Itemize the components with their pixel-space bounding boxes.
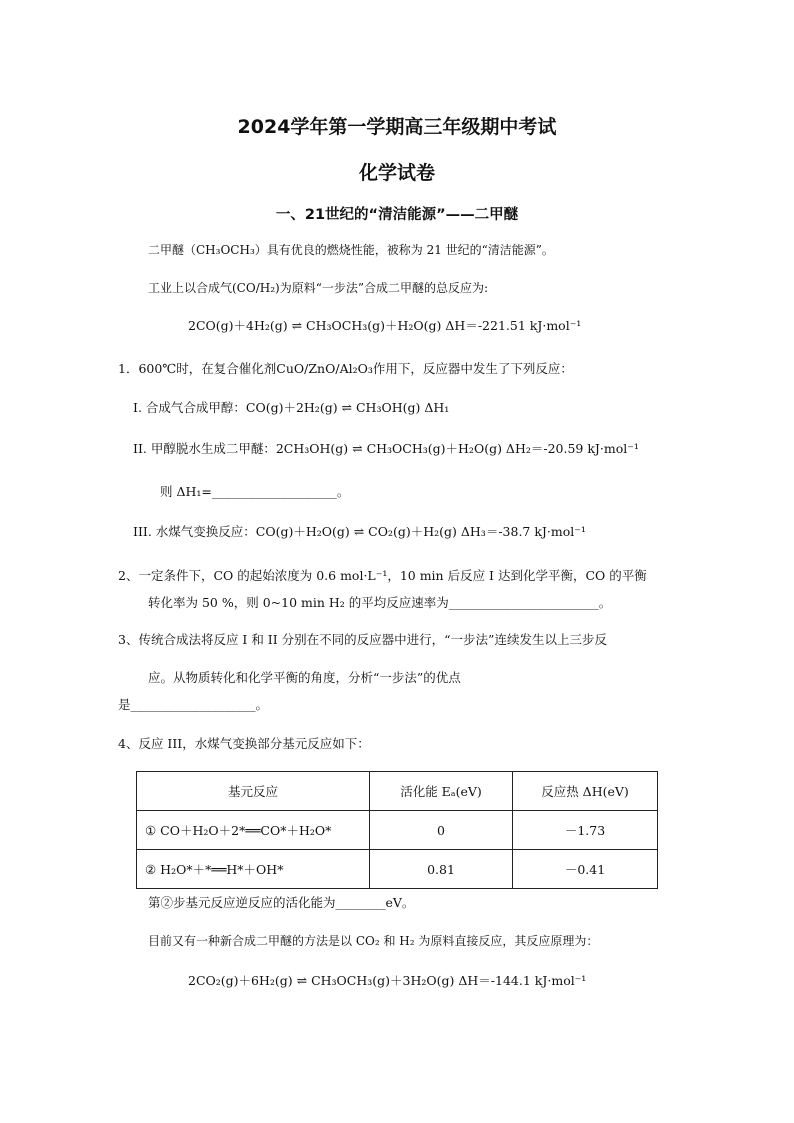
question-2-line-2[interactable]: 转化率为 50 %，则 0~10 min H₂ 的平均反应速率为________________________。 [148,595,612,610]
table-row [137,811,658,850]
question-4-stem: 4、反应 III，水煤气变换部分基元反应如下： [118,736,370,751]
header-activation-energy: 活化能 Eₐ(eV) [370,772,513,811]
closing-line: 目前又有一种新合成二甲醚的方法是以 CO₂ 和 H₂ 为原料直接反应，其反应原理为： [148,934,599,948]
header-reaction-heat: 反应热 ΔH(eV) [513,772,658,811]
section-title: 一、21世纪的“清洁能源”——二甲醚 [275,207,519,223]
question-3-blank[interactable]: 是____________________。 [118,697,269,712]
reaction-i: I. 合成气合成甲醇：CO(g)＋2H₂(g) ⇌ CH₃OH(g) ΔH₁ [133,400,450,415]
table-row [137,850,658,889]
co2-equation: 2CO₂(g)＋6H₂(g) ⇌ CH₃OCH₃(g)＋3H₂O(g) ΔH＝-144.1 kJ·mol⁻¹ [188,973,587,988]
question-3-line-2: 应。从物质转化和化学平衡的角度，分析“一步法”的优点 [148,670,461,685]
question-1-stem: 1．600℃时，在复合催化剂CuO/ZnO/Al₂O₃作用下，反应器中发生了下列反应： [118,361,573,376]
question-3-line-1: 3、传统合成法将反应 I 和 II 分别在不同的反应器中进行，“一步法”连续发生以上三步反 [118,632,607,647]
header-reaction: 基元反应 [137,772,370,811]
reaction-heat-cell: －1.73 [513,811,658,850]
reaction-iii: III. 水煤气变换反应：CO(g)＋H₂O(g) ⇌ CO₂(g)＋H₂(g) ΔH₃＝-38.7 kJ·mol⁻¹ [133,524,586,539]
question-2-line-1: 2、一定条件下，CO 的起始浓度为 0.6 mol·L⁻¹，10 min 后反应 I 达到化学平衡，CO 的平衡 [118,568,647,583]
subject-title: 化学试卷 [358,162,435,184]
table-header-row [137,772,658,811]
reaction-cell: ② H₂O*＋*══H*＋OH* [137,850,370,889]
intro-line-2: 工业上以合成气(CO/H₂)为原料“一步法”合成二甲醚的总反应为: [148,281,489,295]
reaction-heat-cell: －0.41 [513,850,658,889]
exam-title: 2024学年第一学期高三年级期中考试 [237,116,557,138]
elementary-reaction-table [136,771,658,889]
overall-equation: 2CO(g)＋4H₂(g) ⇌ CH₃OCH₃(g)＋H₂O(g) ΔH＝-221.51 kJ·mol⁻¹ [188,318,582,333]
activation-energy-cell: 0.81 [370,850,513,889]
reaction-ii: II. 甲醇脱水生成二甲醚：2CH₃OH(g) ⇌ CH₃OCH₃(g)＋H₂O(g) ΔH₂＝-20.59 kJ·mol⁻¹ [133,441,639,456]
reaction-cell: ① CO＋H₂O＋2*══CO*＋H₂O* [137,811,370,850]
question-4-blank[interactable]: 第②步基元反应逆反应的活化能为________eV。 [148,895,415,910]
activation-energy-cell: 0 [370,811,513,850]
intro-line-1: 二甲醚（CH₃OCH₃）具有优良的燃烧性能，被称为 21 世纪的“清洁能源”。 [148,243,554,257]
question-1-blank[interactable]: 则 ΔH₁=____________________。 [160,484,350,499]
